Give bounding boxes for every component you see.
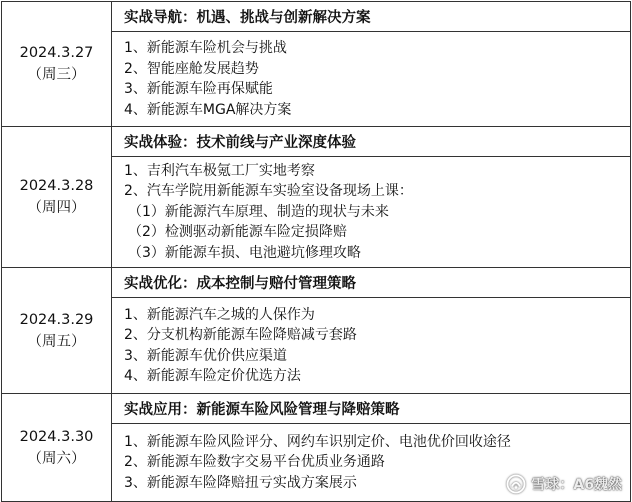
day-4-item-3: 3、新能源车险降赔扭亏实战方案展示 [124,474,357,491]
day-3-item-3: 3、新能源车优价供应渠道 [124,347,287,364]
day-1-item-1: 1、新能源车险机会与挑战 [124,40,287,56]
day-2-subitem-3: （3）新能源车损、电池避坑修理攻略 [128,244,361,261]
day-3-item-2: 2、分支机构新能源车险降赔减亏套路 [124,327,357,343]
schedule-table [1,1,631,502]
day-1-date: 2024.3.27 [19,45,94,61]
day-1-weekday: （周三） [27,67,86,83]
day-3-title: 实战优化：成本控制与赔付管理策略 [112,268,631,298]
day-2-date-cell [2,127,112,268]
day-2-date: 2024.3.28 [19,178,94,194]
day-3-header-row [2,268,631,298]
watermark [506,474,622,494]
day-3-date-cell [2,268,112,394]
day-3-weekday: （周五） [27,333,86,350]
watermark-text: 雪球：A6魏然 [531,477,622,493]
day-4-header-row [2,394,631,424]
day-2-title: 实战体验：技术前线与产业深度体验 [112,127,631,157]
snowball-logo-icon [506,474,526,494]
day-1-header-row [2,2,631,32]
day-1-date-cell [2,2,112,127]
day-4-item-2: 2、新能源车险数字交易平台优质业务通路 [124,454,385,471]
day-2-header-row [2,127,631,157]
day-2-item-2: 2、汽车学院用新能源车实验室设备现场上课： [124,183,413,200]
day-3-item-1: 1、新能源汽车之城的人保作为 [124,306,315,323]
day-1-items [112,32,631,127]
day-4-date-cell [2,394,112,502]
day-4-item-1: 1、新能源车险风险评分、网约车识别定价、电池优价回收途径 [124,433,511,450]
day-2-subitem-2: （2）检测驱动新能源车险定损降赔 [128,224,347,241]
day-3-items [112,298,631,394]
day-2-items [112,157,631,268]
day-3-item-4: 4、新能源车险定价优选方法 [124,368,301,384]
day-1-item-4: 4、新能源车MGA解决方案 [124,101,292,118]
day-3-date: 2024.3.29 [19,311,94,328]
day-1-title: 实战导航：机遇、挑战与创新解决方案 [112,2,631,32]
day-2-item-1: 1、吉利汽车极氪工厂实地考察 [124,162,315,179]
day-1-item-2: 2、智能座舱发展趋势 [124,60,259,77]
day-4-weekday: （周六） [27,450,86,467]
day-2-weekday: （周四） [27,200,86,216]
day-4-title: 实战应用：新能源车险风险管理与降赔策略 [112,394,631,424]
day-1-item-3: 3、新能源车险再保赋能 [124,81,273,97]
day-2-subitem-1: （1）新能源汽车原理、制造的现状与未来 [128,203,389,220]
day-4-date: 2024.3.30 [19,428,94,445]
